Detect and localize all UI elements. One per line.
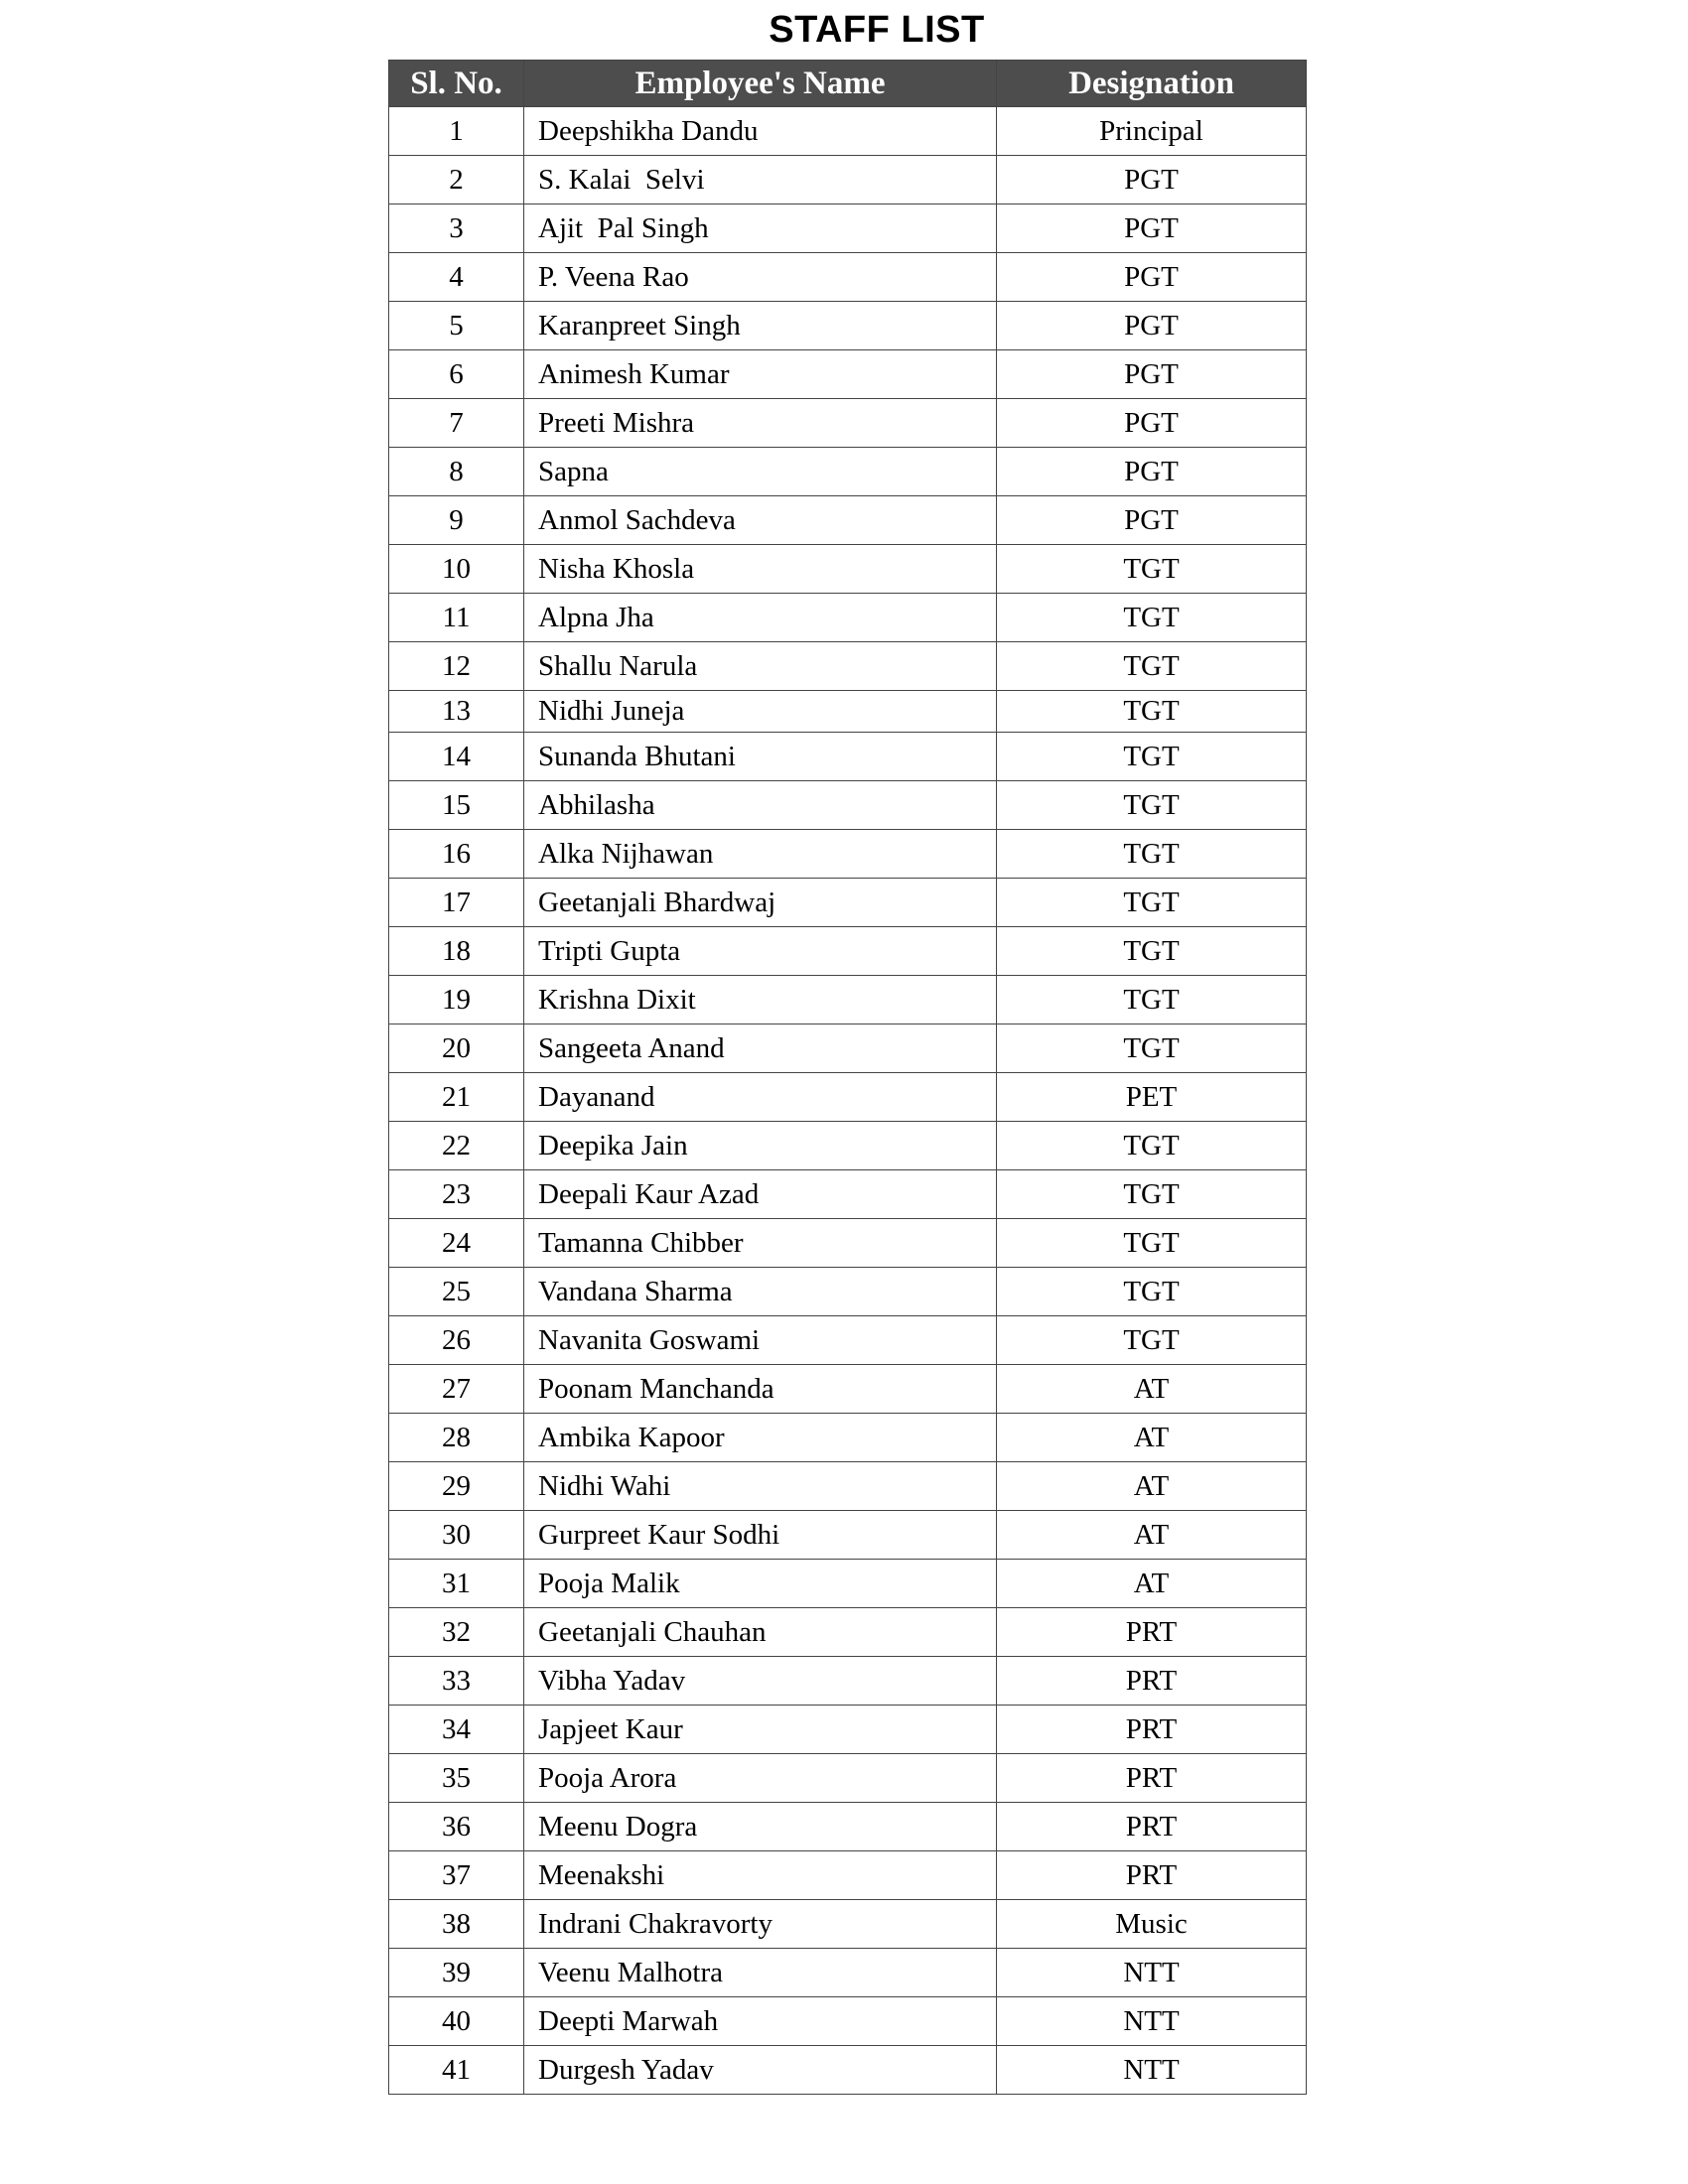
employee-name-cell: Ajit Pal Singh: [524, 205, 997, 253]
employee-name-cell: Sunanda Bhutani: [524, 733, 997, 781]
designation-cell: PRT: [997, 1608, 1307, 1657]
table-row: [389, 879, 1307, 927]
table-row: [389, 350, 1307, 399]
employee-name-cell: Vandana Sharma: [524, 1268, 997, 1316]
serial-number-cell: 25: [389, 1268, 524, 1316]
designation-cell: TGT: [997, 927, 1307, 976]
designation-cell: NTT: [997, 2046, 1307, 2095]
serial-number-cell: 5: [389, 302, 524, 350]
table-row: [389, 302, 1307, 350]
designation-cell: PGT: [997, 496, 1307, 545]
employee-name-cell: Japjeet Kaur: [524, 1706, 997, 1754]
designation-cell: NTT: [997, 1997, 1307, 2046]
serial-number-cell: 35: [389, 1754, 524, 1803]
serial-number-cell: 17: [389, 879, 524, 927]
serial-number-cell: 12: [389, 642, 524, 691]
table-row: [389, 1900, 1307, 1949]
designation-cell: TGT: [997, 545, 1307, 594]
employee-name-cell: Sapna: [524, 448, 997, 496]
staff-table: [388, 60, 1307, 2095]
table-row: [389, 691, 1307, 733]
serial-number-cell: 24: [389, 1219, 524, 1268]
employee-name-cell: P. Veena Rao: [524, 253, 997, 302]
serial-number-cell: 21: [389, 1073, 524, 1122]
table-row: [389, 1219, 1307, 1268]
employee-name-cell: Karanpreet Singh: [524, 302, 997, 350]
table-row: [389, 253, 1307, 302]
table-row: [389, 594, 1307, 642]
employee-name-cell: Alpna Jha: [524, 594, 997, 642]
table-row: [389, 1657, 1307, 1706]
table-row: [389, 1949, 1307, 1997]
serial-number-cell: 34: [389, 1706, 524, 1754]
employee-name-cell: Abhilasha: [524, 781, 997, 830]
employee-name-cell: Deepika Jain: [524, 1122, 997, 1170]
employee-name-cell: Gurpreet Kaur Sodhi: [524, 1511, 997, 1560]
table-row: [389, 1511, 1307, 1560]
table-row: [389, 830, 1307, 879]
employee-name-cell: Navanita Goswami: [524, 1316, 997, 1365]
employee-name-cell: Deepti Marwah: [524, 1997, 997, 2046]
serial-number-cell: 18: [389, 927, 524, 976]
table-row: [389, 1073, 1307, 1122]
employee-name-cell: Ambika Kapoor: [524, 1414, 997, 1462]
employee-name-cell: Nidhi Wahi: [524, 1462, 997, 1511]
serial-number-cell: 27: [389, 1365, 524, 1414]
table-row: [389, 107, 1307, 156]
serial-number-cell: 40: [389, 1997, 524, 2046]
designation-cell: TGT: [997, 1170, 1307, 1219]
serial-number-cell: 1: [389, 107, 524, 156]
employee-name-cell: Tamanna Chibber: [524, 1219, 997, 1268]
serial-number-cell: 30: [389, 1511, 524, 1560]
serial-number-cell: 29: [389, 1462, 524, 1511]
designation-cell: PRT: [997, 1754, 1307, 1803]
serial-number-cell: 28: [389, 1414, 524, 1462]
serial-number-cell: 6: [389, 350, 524, 399]
designation-cell: PGT: [997, 350, 1307, 399]
serial-number-cell: 3: [389, 205, 524, 253]
table-row: [389, 1560, 1307, 1608]
employee-name-cell: Poonam Manchanda: [524, 1365, 997, 1414]
designation-cell: TGT: [997, 1268, 1307, 1316]
table-row: [389, 927, 1307, 976]
employee-name-cell: Sangeeta Anand: [524, 1024, 997, 1073]
designation-cell: TGT: [997, 733, 1307, 781]
table-row: [389, 781, 1307, 830]
table-row: [389, 1851, 1307, 1900]
table-row: [389, 1170, 1307, 1219]
table-row: [389, 448, 1307, 496]
serial-number-cell: 38: [389, 1900, 524, 1949]
table-row: [389, 205, 1307, 253]
designation-cell: TGT: [997, 691, 1307, 733]
designation-cell: NTT: [997, 1949, 1307, 1997]
table-row: [389, 399, 1307, 448]
designation-cell: PRT: [997, 1657, 1307, 1706]
employee-name-cell: Anmol Sachdeva: [524, 496, 997, 545]
employee-name-cell: Nisha Khosla: [524, 545, 997, 594]
serial-number-cell: 19: [389, 976, 524, 1024]
employee-name-cell: Preeti Mishra: [524, 399, 997, 448]
employee-name-cell: Alka Nijhawan: [524, 830, 997, 879]
table-row: [389, 976, 1307, 1024]
designation-cell: TGT: [997, 879, 1307, 927]
designation-cell: PGT: [997, 253, 1307, 302]
employee-name-cell: Durgesh Yadav: [524, 2046, 997, 2095]
designation-cell: TGT: [997, 830, 1307, 879]
serial-number-cell: 10: [389, 545, 524, 594]
employee-name-cell: Dayanand: [524, 1073, 997, 1122]
designation-cell: PRT: [997, 1803, 1307, 1851]
table-row: [389, 1706, 1307, 1754]
designation-cell: TGT: [997, 1316, 1307, 1365]
table-row: [389, 1316, 1307, 1365]
table-row: [389, 496, 1307, 545]
employee-name-cell: Krishna Dixit: [524, 976, 997, 1024]
employee-name-cell: Meenakshi: [524, 1851, 997, 1900]
designation-cell: AT: [997, 1560, 1307, 1608]
employee-name-cell: Pooja Malik: [524, 1560, 997, 1608]
serial-number-cell: 14: [389, 733, 524, 781]
employee-name-cell: Deepshikha Dandu: [524, 107, 997, 156]
employee-name-cell: Geetanjali Bhardwaj: [524, 879, 997, 927]
serial-number-cell: 36: [389, 1803, 524, 1851]
table-row: [389, 545, 1307, 594]
serial-number-cell: 15: [389, 781, 524, 830]
designation-cell: Principal: [997, 107, 1307, 156]
designation-cell: TGT: [997, 1122, 1307, 1170]
table-body: [389, 107, 1307, 2095]
serial-number-cell: 8: [389, 448, 524, 496]
serial-number-cell: 7: [389, 399, 524, 448]
employee-name-cell: S. Kalai Selvi: [524, 156, 997, 205]
employee-name-cell: Vibha Yadav: [524, 1657, 997, 1706]
table-row: [389, 1268, 1307, 1316]
designation-cell: TGT: [997, 594, 1307, 642]
designation-cell: PRT: [997, 1851, 1307, 1900]
table-row: [389, 1365, 1307, 1414]
serial-number-cell: 11: [389, 594, 524, 642]
table-row: [389, 1997, 1307, 2046]
designation-cell: PGT: [997, 302, 1307, 350]
serial-number-cell: 33: [389, 1657, 524, 1706]
serial-number-cell: 26: [389, 1316, 524, 1365]
designation-cell: TGT: [997, 1219, 1307, 1268]
designation-cell: PET: [997, 1073, 1307, 1122]
table-row: [389, 2046, 1307, 2095]
employee-name-cell: Shallu Narula: [524, 642, 997, 691]
designation-cell: PGT: [997, 205, 1307, 253]
designation-cell: AT: [997, 1462, 1307, 1511]
serial-number-cell: 23: [389, 1170, 524, 1219]
designation-cell: TGT: [997, 781, 1307, 830]
serial-number-cell: 39: [389, 1949, 524, 1997]
employee-name-cell: Meenu Dogra: [524, 1803, 997, 1851]
serial-number-cell: 32: [389, 1608, 524, 1657]
employee-name-cell: Indrani Chakravorty: [524, 1900, 997, 1949]
serial-number-cell: 9: [389, 496, 524, 545]
serial-number-cell: 2: [389, 156, 524, 205]
column-header-employee-name: Employee's Name: [524, 61, 997, 107]
serial-number-cell: 41: [389, 2046, 524, 2095]
designation-cell: TGT: [997, 1024, 1307, 1073]
designation-cell: TGT: [997, 976, 1307, 1024]
employee-name-cell: Tripti Gupta: [524, 927, 997, 976]
serial-number-cell: 20: [389, 1024, 524, 1073]
designation-cell: PGT: [997, 156, 1307, 205]
serial-number-cell: 22: [389, 1122, 524, 1170]
employee-name-cell: Pooja Arora: [524, 1754, 997, 1803]
designation-cell: AT: [997, 1365, 1307, 1414]
serial-number-cell: 31: [389, 1560, 524, 1608]
table-row: [389, 156, 1307, 205]
serial-number-cell: 37: [389, 1851, 524, 1900]
designation-cell: PRT: [997, 1706, 1307, 1754]
employee-name-cell: Deepali Kaur Azad: [524, 1170, 997, 1219]
table-row: [389, 733, 1307, 781]
employee-name-cell: Veenu Malhotra: [524, 1949, 997, 1997]
employee-name-cell: Nidhi Juneja: [524, 691, 997, 733]
table-row: [389, 642, 1307, 691]
serial-number-cell: 4: [389, 253, 524, 302]
designation-cell: PGT: [997, 399, 1307, 448]
serial-number-cell: 16: [389, 830, 524, 879]
designation-cell: AT: [997, 1414, 1307, 1462]
table-row: [389, 1414, 1307, 1462]
table-row: [389, 1754, 1307, 1803]
employee-name-cell: Geetanjali Chauhan: [524, 1608, 997, 1657]
table-row: [389, 1122, 1307, 1170]
designation-cell: TGT: [997, 642, 1307, 691]
column-header-serial-number: Sl. No.: [389, 61, 524, 107]
page-title: STAFF LIST: [769, 9, 985, 51]
designation-cell: Music: [997, 1900, 1307, 1949]
table-row: [389, 1024, 1307, 1073]
serial-number-cell: 13: [389, 691, 524, 733]
designation-cell: PGT: [997, 448, 1307, 496]
table-row: [389, 1608, 1307, 1657]
table-header-row: [389, 61, 1307, 107]
employee-name-cell: Animesh Kumar: [524, 350, 997, 399]
column-header-designation: Designation: [997, 61, 1307, 107]
designation-cell: AT: [997, 1511, 1307, 1560]
table-row: [389, 1462, 1307, 1511]
table-row: [389, 1803, 1307, 1851]
